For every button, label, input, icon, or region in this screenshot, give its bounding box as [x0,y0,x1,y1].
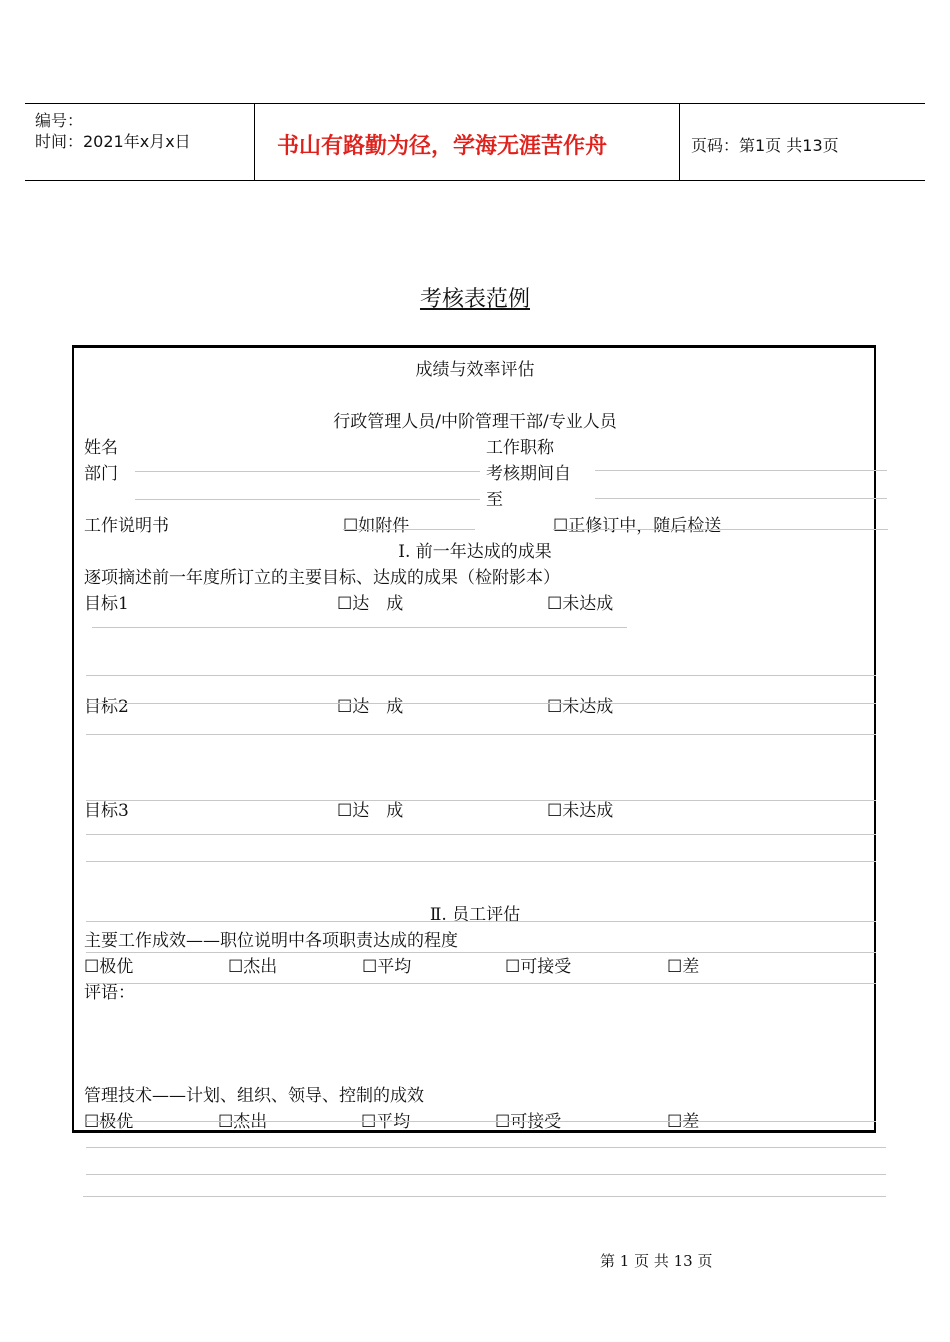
job-description-label: 工作说明书 [84,516,169,536]
goal-1-line[interactable] [92,627,627,628]
header-motto: 书山有路勤为径，学海无涯苦作舟 [277,134,608,159]
section1-title: Ⅰ. 前一年达成的成果 [398,542,552,562]
name-label: 姓名 [84,438,118,458]
header-top-border [25,103,925,104]
extra-line-3 [83,1196,886,1197]
goal-2-not-achieved-checkbox[interactable]: ☐未达成 [547,697,614,717]
footer-page-number: 第 1 页 共 13 页 [600,1252,713,1270]
goal-3-line[interactable] [86,800,876,801]
form-heading: 成绩与效率评估 [415,360,535,380]
goal-3-not-achieved-checkbox[interactable]: ☐未达成 [547,801,614,821]
section1-description: 逐项摘述前一年度所订立的主要目标、达成的成果（检附影本） [84,568,560,588]
goal-3-label: 目标3 [84,801,129,821]
goal-1-line-2[interactable] [86,675,876,676]
department-field[interactable] [135,471,480,472]
rating2-outstanding-checkbox[interactable]: ☐杰出 [218,1112,268,1132]
goal-1-achieved-checkbox[interactable]: ☐达 成 [337,594,404,614]
form-border [72,345,876,1133]
goal-3-line-2[interactable] [86,834,876,835]
extra-line-1 [86,1147,886,1148]
period-to-label: 至 [486,490,503,510]
document-title: 考核表范例 [419,287,530,312]
rating1-acceptable-checkbox[interactable]: ☐可接受 [505,957,572,977]
work-results-label: 主要工作成效——职位说明中各项职责达成的程度 [84,931,458,951]
jd-revising-checkbox[interactable]: ☐正修订中，随后检送 [553,516,722,536]
rating1-outstanding-checkbox[interactable]: ☐杰出 [228,957,278,977]
jd-attached-underline [343,529,475,530]
rating2-average-checkbox[interactable]: ☐平均 [361,1112,411,1132]
goal-2-achieved-checkbox[interactable]: ☐达 成 [337,697,404,717]
goal-3-line-3[interactable] [86,861,876,862]
goal-1-label: 目标1 [84,594,129,614]
goal-3-achieved-checkbox[interactable]: ☐达 成 [337,801,404,821]
jd-revising-underline [553,529,888,530]
section2-line [86,921,876,922]
department-label: 部门 [84,464,118,484]
goal-2-label: 目标2 [84,697,129,717]
rating1-poor-checkbox[interactable]: ☐差 [667,957,700,977]
goal-1-not-achieved-checkbox[interactable]: ☐未达成 [547,594,614,614]
header-divider-1 [254,103,255,180]
period-from-label: 考核期间自 [486,464,571,484]
rating1-average-checkbox[interactable]: ☐平均 [362,957,412,977]
header-divider-2 [679,103,680,180]
header-page-info: 页码：第1页 共13页 [691,136,839,155]
department-field-2[interactable] [135,499,480,500]
rating1-line [86,983,876,984]
doc-number-label: 编号： [35,111,84,130]
period-from-field[interactable] [595,470,887,471]
job-title-label: 工作职称 [486,438,554,458]
comment-label: 评语： [84,983,135,1003]
mgmt-skills-label: 管理技术——计划、组织、领导、控制的成效 [84,1086,424,1106]
doc-time-label: 时间：2021年x月x日 [35,132,191,151]
header-bottom-border [25,180,925,181]
rating2-poor-checkbox[interactable]: ☐差 [667,1112,700,1132]
goal-2-line-2[interactable] [86,734,876,735]
form-subheading: 行政管理人员/中阶管理干部/专业人员 [333,412,617,432]
rating2-excellent-checkbox[interactable]: ☐极优 [84,1112,134,1132]
extra-line-2 [86,1174,886,1175]
period-to-field[interactable] [595,498,887,499]
rating2-acceptable-checkbox[interactable]: ☐可接受 [495,1112,562,1132]
jd-attached-checkbox[interactable]: ☐如附件 [343,516,410,536]
goal-2-line[interactable] [86,703,876,704]
section2-title: Ⅱ. 员工评估 [429,905,521,925]
work-results-line [86,952,876,953]
rating1-excellent-checkbox[interactable]: ☐极优 [84,957,134,977]
rating2-line [86,1121,876,1122]
